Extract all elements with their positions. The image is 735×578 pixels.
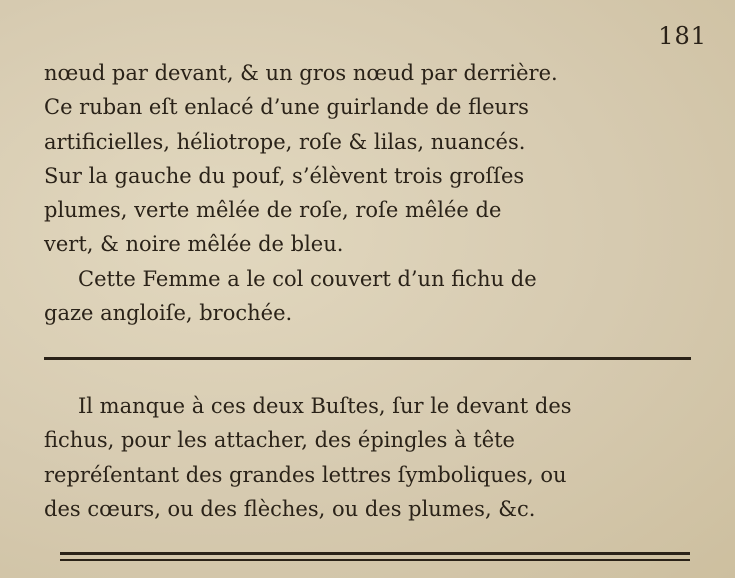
text-line: Il manque à ces deux Buſtes, ſur le devant des xyxy=(78,394,572,418)
text-line: nœud par devant, & un gros nœud par derrière. xyxy=(44,61,558,85)
section-divider xyxy=(44,357,691,360)
text-line: Ce ruban eſt enlacé d’une guirlande de fleurs xyxy=(44,95,529,120)
paragraph-1 xyxy=(44,56,694,262)
text-line: des cœurs, ou des flèches, ou des plumes, &c. xyxy=(44,496,536,521)
page-number: 181 xyxy=(658,22,707,50)
text-line: Cette Femme a le col couvert d’un fichu de xyxy=(78,266,537,291)
text-line: gaze angloiſe, brochée. xyxy=(44,301,293,326)
text-block-bottom xyxy=(44,389,694,526)
paragraph-3 xyxy=(44,389,694,526)
text-line: plumes, verte mêlée de roſe, roſe mêlée de xyxy=(44,198,502,223)
text-block-top xyxy=(44,56,694,330)
text-line: vert, & noire mêlée de bleu. xyxy=(44,232,344,257)
text-line: repréſentant des grandes lettres ſymboliques, ou xyxy=(44,462,567,487)
paragraph-2 xyxy=(44,262,694,331)
text-line: Sur la gauche du pouf, s’élèvent trois groſſes xyxy=(44,163,525,188)
end-double-rule xyxy=(60,552,690,561)
text-line: fichus, pour les attacher, des épingles à tête xyxy=(44,428,515,453)
text-line: artificielles, héliotrope, roſe & lilas, nuancés. xyxy=(44,129,526,154)
